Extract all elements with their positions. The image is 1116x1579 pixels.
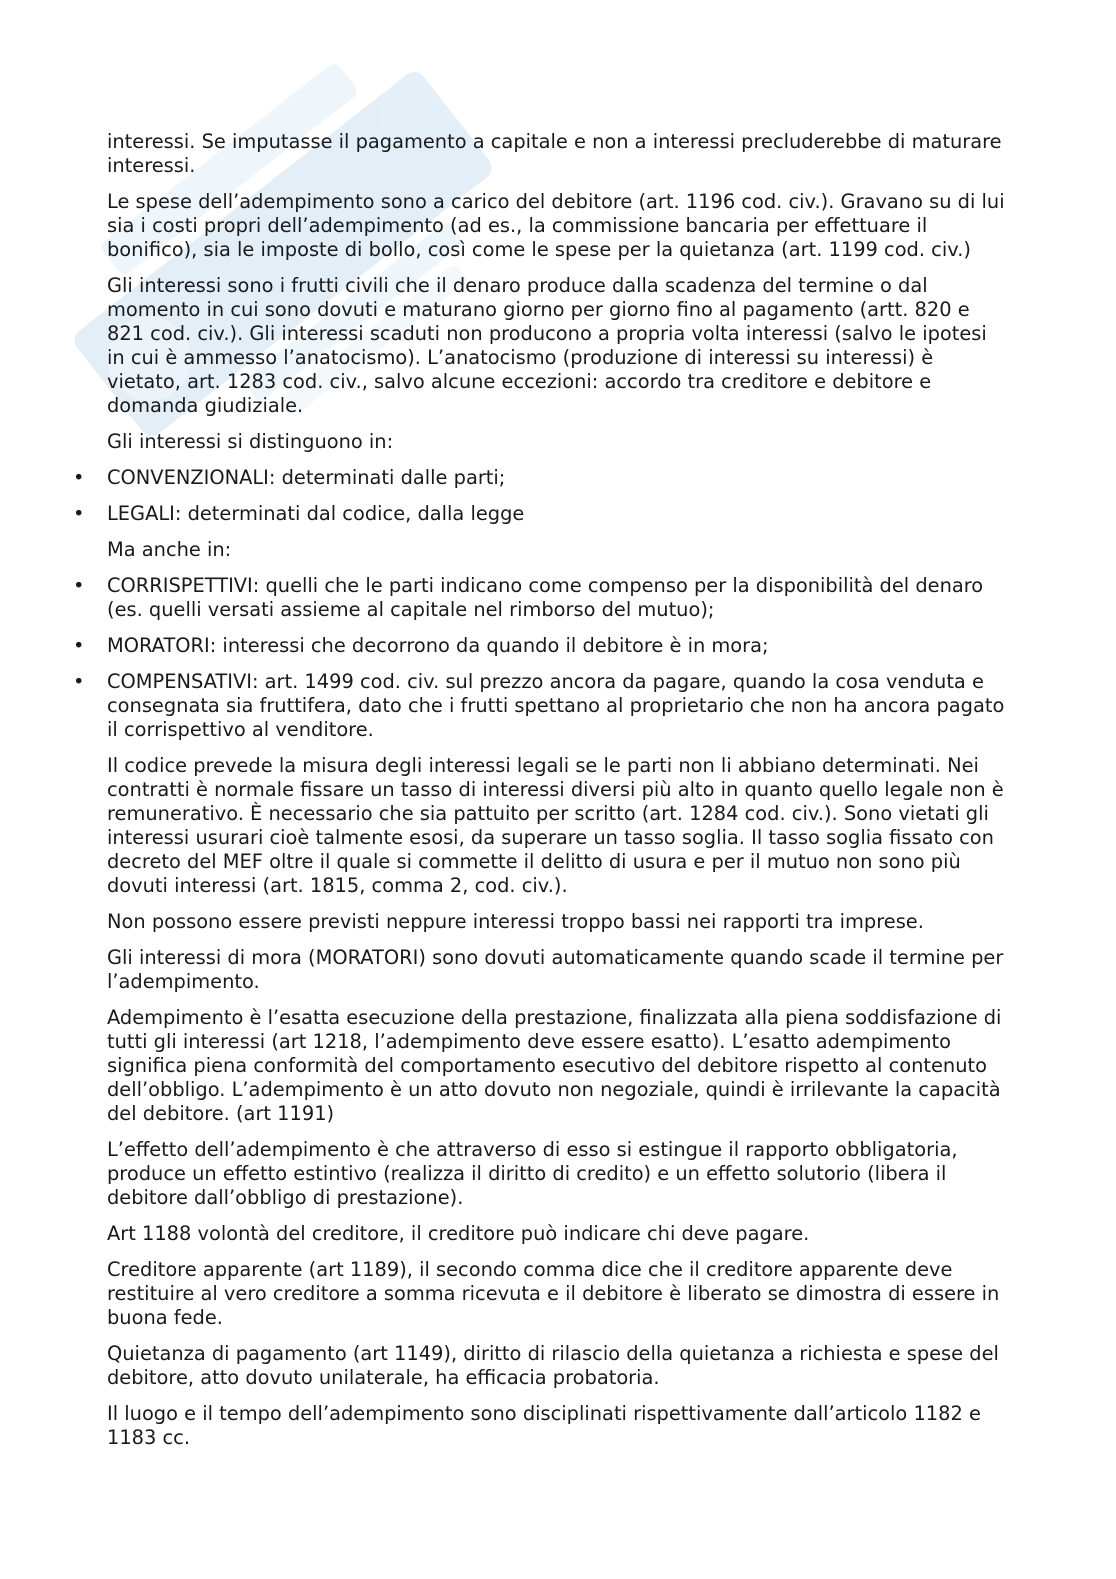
paragraph: Gli interessi sono i frutti civili che il denaro produce dalla scadenza del termine o dal momento in cui sono dovuti e maturano giorno per giorno fino al pagamento (artt. 820 e 821 cod. civ.). Gli interessi scaduti non producono a propria volta interessi (salvo le ipotesi in cui è ammesso l’anatocismo). L’anatocismo (produzione di interessi su interessi) è vietato, art. 1283 cod. civ., salvo alcune eccezioni: accordo tra creditore e debitore e domanda giudiziale. [107,274,987,417]
list-item: • MORATORI: interessi che decorrono da quando il debitore è in mora; [107,634,1007,658]
paragraph: Adempimento è l’esatta esecuzione della prestazione, finalizzata alla piena soddisfazione di tutti gli interessi (art 1218, l’adempimento deve essere esatto). L’esatto adempimento significa piena conformità del comportamento esecutivo del debitore rispetto al contenuto dell’obbligo. L’adempimento è un atto dovuto non negoziale, quindi è irrilevante la capacità del debitore. (art 1191) [107,1006,1002,1125]
paragraph: interessi. Se imputasse il pagamento a capitale e non a interessi precluderebbe di maturare interessi. [107,130,1002,177]
paragraph: Quietanza di pagamento (art 1149), diritto di rilascio della quietanza a richiesta e spese del debitore, atto dovuto unilaterale, ha efficacia probatoria. [107,1342,999,1389]
paragraph: Gli interessi di mora (MORATORI) sono dovuti automaticamente quando scade il termine per l’adempimento. [107,946,1004,993]
paragraph: Il codice prevede la misura degli interessi legali se le parti non li abbiano determinati. Nei contratti è normale fissare un tasso di interessi diversi più alto in quanto quello legale non è remunerativo. È necessario che sia pattuito per scritto (art. 1284 cod. civ.). Sono vietati gli interessi usurari cioè talmente esosi, da superare un tasso soglia. Il tasso soglia fissato con decreto del MEF oltre il quale si commette il delitto di usura e per il mutuo non sono più dovuti interessi (art. 1815, comma 2, cod. civ.). [107,754,1004,897]
paragraph: Art 1188 volontà del creditore, il creditore può indicare chi deve pagare. [107,1222,810,1245]
paragraph: Le spese dell’adempimento sono a carico del debitore (art. 1196 cod. civ.). Gravano su di lui sia i costi propri dell’adempimento (ad es., la commissione bancaria per effettuare il bonifico), sia le imposte di bollo, così come le spese per la quietanza (art. 1199 cod. civ.) [107,190,1005,261]
document-page [107,130,1007,1462]
list-item: • LEGALI: determinati dal codice, dalla legge [107,502,1007,526]
paragraph: Ma anche in: [107,538,232,561]
bullet-list [107,574,1007,742]
list-item: • COMPENSATIVI: art. 1499 cod. civ. sul prezzo ancora da pagare, quando la cosa venduta e consegnata sia fruttifera, dato che i frutti spettano al proprietario che non ha ancora pagato il corrispettivo al venditore. [107,670,1007,742]
bullet-list [107,466,1007,526]
paragraph: Creditore apparente (art 1189), il secondo comma dice che il creditore apparente deve restituire al vero creditore a somma ricevuta e il debitore è liberato se dimostra di essere in buona fede. [107,1258,1000,1329]
paragraph: Il luogo e il tempo dell’adempimento sono disciplinati rispettivamente dall’articolo 1182 e 1183 cc. [107,1402,981,1449]
paragraph: Non possono essere previsti neppure interessi troppo bassi nei rapporti tra imprese. [107,910,924,933]
list-item: • CONVENZIONALI: determinati dalle parti; [107,466,1007,490]
paragraph: Gli interessi si distinguono in: [107,430,394,453]
list-item: • CORRISPETTIVI: quelli che le parti indicano come compenso per la disponibilità del denaro (es. quelli versati assieme al capitale nel rimborso del mutuo); [107,574,1007,622]
paragraph: L’effetto dell’adempimento è che attraverso di esso si estingue il rapporto obbligatoria, produce un effetto estintivo (realizza il diritto di credito) e un effetto solutorio (libera il debitore dall’obbligo di prestazione). [107,1138,958,1209]
